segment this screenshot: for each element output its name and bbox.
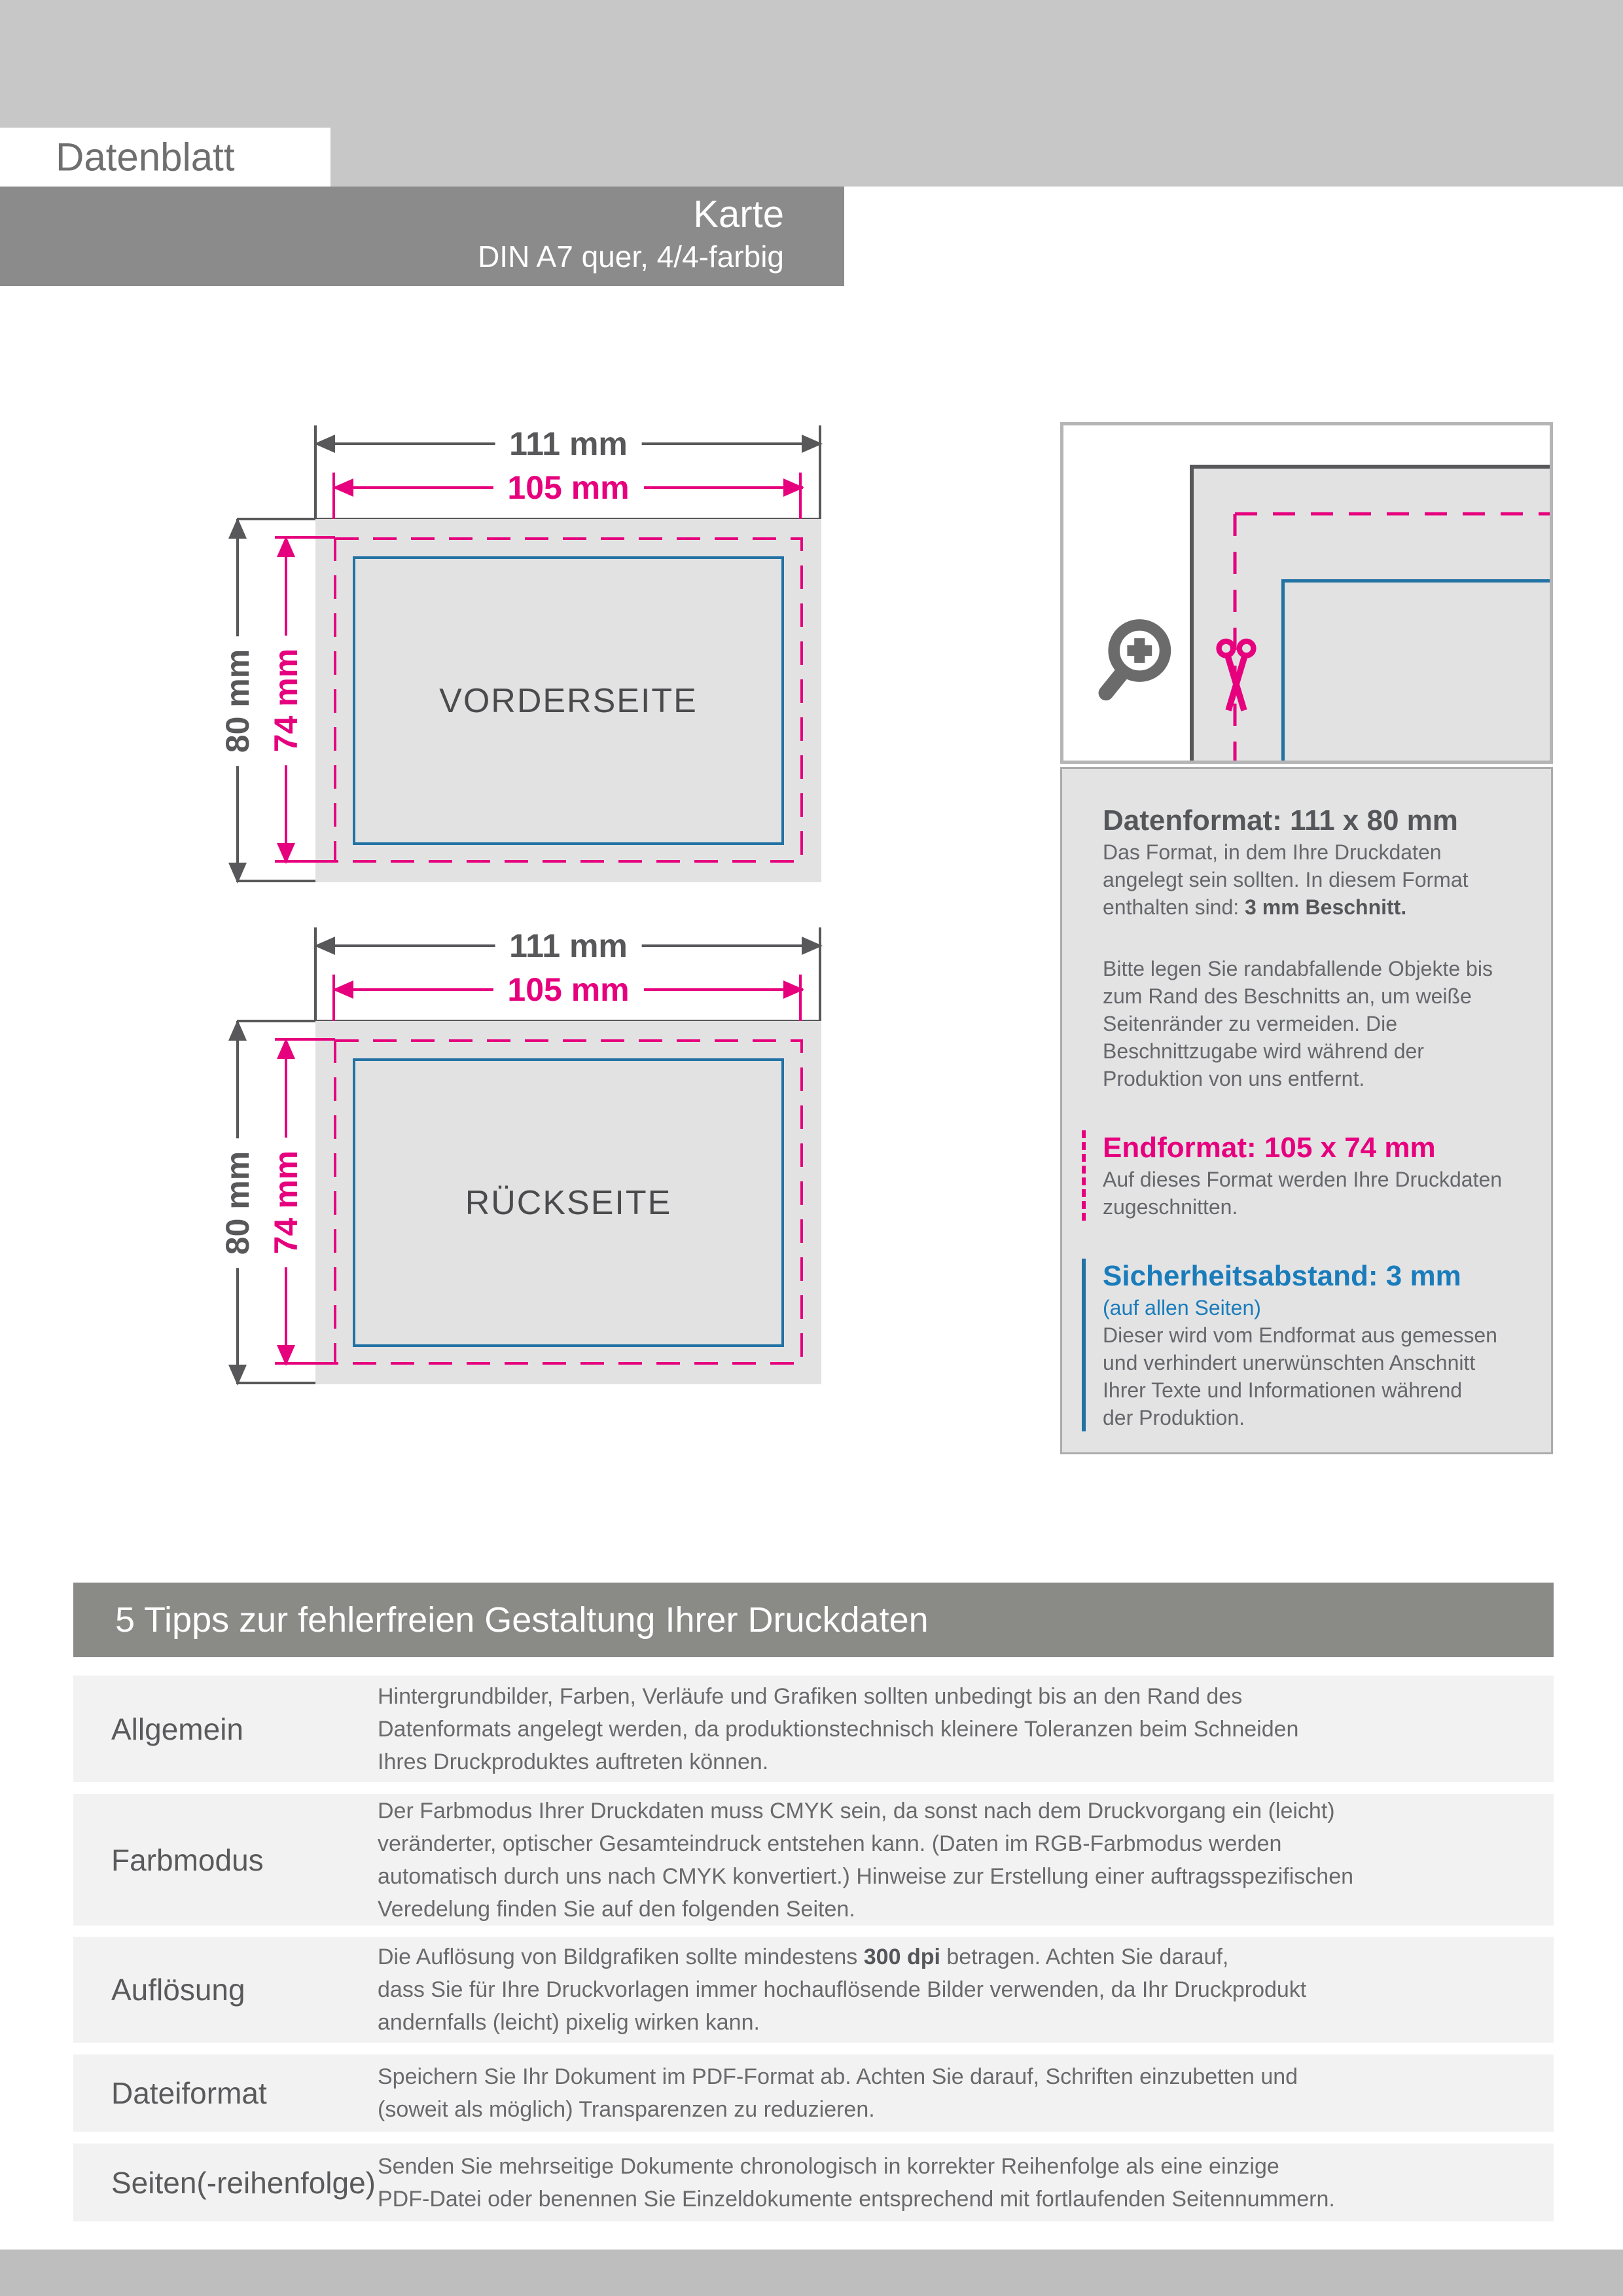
arrowhead-right-icon bbox=[783, 980, 804, 999]
product-title-bar bbox=[0, 187, 844, 286]
magnifier-zoom-icon bbox=[1088, 615, 1177, 704]
arrowhead-down-icon bbox=[277, 1345, 295, 1366]
back-dimension-105mm bbox=[334, 973, 803, 1006]
tip-row-allgemein bbox=[73, 1676, 1554, 1782]
outer-width-label: 111 mm bbox=[495, 924, 642, 967]
tip-row-aufloesung bbox=[73, 1937, 1554, 2043]
tip-label: Farbmodus bbox=[111, 1842, 264, 1877]
tip-text: Speichern Sie Ihr Dokument im PDF-Format ab. Achten Sie darauf, Schriften einzubetten und (soweit als möglich) Transparenzen zu reduzieren. bbox=[378, 2064, 1298, 2122]
datenformat-body2: Bitte legen Sie randabfallende Objekte bis zum Rand des Beschnitts an, um weiße Seitenränder zu vermeiden. Die Beschnittzugabe wird während der Produktion von uns entfernt. bbox=[1103, 957, 1493, 1090]
endformat-block bbox=[1082, 1130, 1515, 1221]
sheet-label-box bbox=[0, 128, 330, 187]
front-card-bleed-area bbox=[315, 519, 821, 882]
datenformat-body: Das Format, in dem Ihre Druckdaten angelegt sein sollten. In diesem Format enthalten sind: 3 mm Beschnitt. bbox=[1103, 840, 1469, 919]
back-dimension-74mm bbox=[268, 1039, 304, 1365]
front-dimension-80mm bbox=[219, 519, 256, 882]
inner-width-label: 105 mm bbox=[493, 466, 643, 509]
tip-text: Die Auflösung von Bildgrafiken sollte mindestens 300 dpi betragen. Achten Sie darauf, dass Sie für Ihre Druckvorlagen immer hochauflösende Bilder verwenden, da Ihr Druckprodukt andernfalls (leicht) pixelig wirken kann. bbox=[378, 1945, 1307, 2035]
back-dimension-111mm bbox=[315, 929, 821, 962]
datenformat-block bbox=[1103, 803, 1515, 1092]
tip-label: Auflösung bbox=[111, 1973, 245, 2007]
back-dimension-80mm bbox=[219, 1021, 256, 1384]
arrowhead-up-icon bbox=[228, 518, 247, 539]
detail-safety-edge-h bbox=[1281, 579, 1550, 583]
arrowhead-left-icon bbox=[314, 435, 335, 453]
sicherheitsabstand-block bbox=[1082, 1259, 1515, 1431]
detail-safety-edge-v bbox=[1281, 579, 1285, 761]
arrowhead-right-icon bbox=[802, 937, 823, 955]
front-dimension-111mm bbox=[315, 427, 821, 460]
arrowhead-left-icon bbox=[314, 937, 335, 955]
tip-text: Der Farbmodus Ihrer Druckdaten muss CMYK sein, da sonst nach dem Druckvorgang ein (leicht) veränderter, optischer Gesamteindruck entstehen kann. (Daten im RGB-Farbmodus werden automatisch durch uns nach CMYK konvertiert.) Hinweise zur Erstellung einer auftragsspezifischen Veredelung finden Sie auf den folgenden Seiten. bbox=[378, 1798, 1354, 1922]
inner-height-label: 74 mm bbox=[266, 1137, 306, 1266]
product-subtitle: DIN A7 quer, 4/4-farbig bbox=[478, 240, 784, 274]
sheet-label: Datenblatt bbox=[56, 135, 235, 179]
arrowhead-up-icon bbox=[228, 1020, 247, 1041]
arrowhead-left-icon bbox=[332, 478, 353, 497]
arrowhead-down-icon bbox=[228, 1365, 247, 1386]
tip-label: Seiten(-reihenfolge) bbox=[111, 2165, 376, 2200]
tip-text: Hintergrundbilder, Farben, Verläufe und Grafiken sollten unbedingt bis an den Rand des Datenformats angelegt werden, da produktionstechnisch kleinere Toleranzen beim Schneiden Ihres Druckproduktes auftreten können. bbox=[378, 1683, 1299, 1774]
detail-endformat-dashed-lines bbox=[1063, 425, 1550, 761]
arrowhead-up-icon bbox=[277, 536, 295, 557]
endformat-heading: Endformat: 105 x 74 mm bbox=[1103, 1132, 1436, 1164]
tip-text: Senden Sie mehrseitige Dokumente chronologisch in korrekter Reihenfolge als eine einzige PDF-Datei oder benennen Sie Einzeldokumente entsprechend mit fortlaufenden Seitennummern. bbox=[378, 2153, 1335, 2212]
tip-label: Dateiformat bbox=[111, 2076, 267, 2110]
arrowhead-up-icon bbox=[277, 1038, 295, 1059]
outer-height-label: 80 mm bbox=[217, 636, 258, 765]
scissors-icon bbox=[1213, 638, 1260, 717]
tip-row-seitenreihenfolge bbox=[73, 2144, 1554, 2221]
corner-detail-box bbox=[1060, 422, 1553, 764]
arrowhead-down-icon bbox=[228, 863, 247, 884]
front-card-label: VORDERSEITE bbox=[439, 681, 698, 720]
arrowhead-right-icon bbox=[783, 478, 804, 497]
arrowhead-right-icon bbox=[802, 435, 823, 453]
arrowhead-down-icon bbox=[277, 843, 295, 864]
sicherheitsabstand-body: Dieser wird vom Endformat aus gemessen und verhindert unerwünschten Anschnitt Ihrer Texte und Informationen während der Produktion. bbox=[1103, 1323, 1497, 1429]
tip-row-dateiformat bbox=[73, 2054, 1554, 2132]
inner-height-label: 74 mm bbox=[266, 635, 306, 764]
footer-band bbox=[0, 2250, 1623, 2296]
front-dimension-74mm bbox=[268, 537, 304, 863]
front-dimension-105mm bbox=[334, 471, 803, 504]
inner-width-label: 105 mm bbox=[493, 968, 643, 1011]
sicherheitsabstand-heading: Sicherheitsabstand: 3 mm bbox=[1103, 1260, 1461, 1292]
arrowhead-left-icon bbox=[332, 980, 353, 999]
back-card-bleed-area bbox=[315, 1021, 821, 1384]
sicherheitsabstand-subheading: (auf allen Seiten) bbox=[1103, 1296, 1261, 1319]
tips-heading-bar bbox=[73, 1583, 1554, 1657]
back-card-label: RÜCKSEITE bbox=[465, 1183, 672, 1222]
endformat-body: Auf dieses Format werden Ihre Druckdaten zugeschnitten. bbox=[1103, 1168, 1503, 1219]
product-title: Karte bbox=[693, 193, 784, 236]
format-info-panel bbox=[1060, 767, 1553, 1454]
outer-height-label: 80 mm bbox=[217, 1138, 258, 1267]
datenformat-heading: Datenformat: 111 x 80 mm bbox=[1103, 804, 1458, 836]
tip-row-farbmodus bbox=[73, 1794, 1554, 1926]
tip-label: Allgemein bbox=[111, 1712, 243, 1746]
outer-width-label: 111 mm bbox=[495, 422, 642, 465]
tips-heading: 5 Tipps zur fehlerfreien Gestaltung Ihrer Druckdaten bbox=[115, 1600, 929, 1640]
